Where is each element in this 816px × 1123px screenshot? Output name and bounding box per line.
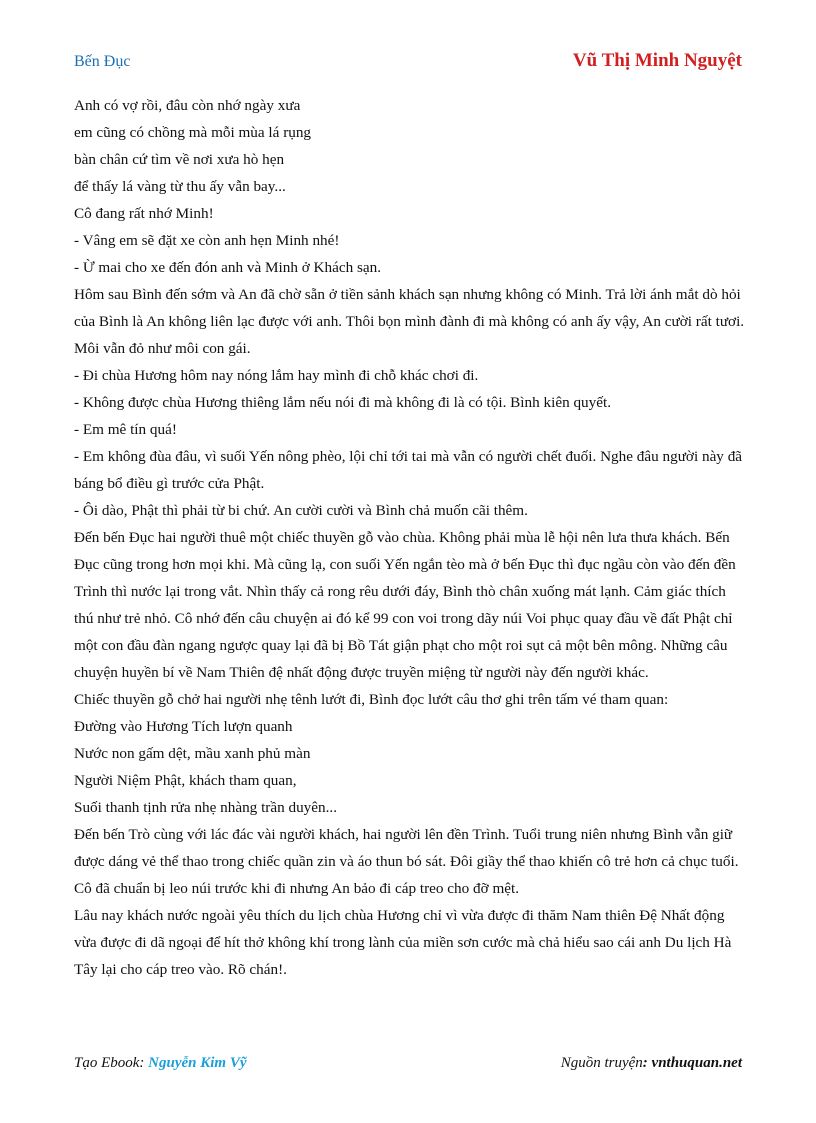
ebook-creator: Nguyễn Kim Vỹ (148, 1055, 247, 1071)
paragraph: - Đi chùa Hương hôm nay nóng lắm hay mình đi chỗ khác chơi đi. (74, 367, 479, 384)
ebook-credit: Tạo Ebook: Nguyễn Kim Vỹ (74, 1055, 247, 1071)
paragraph: - Không được chùa Hương thiêng lắm nếu nói đi mà không đi là có tội. Bình kiên quyết. (74, 394, 611, 411)
paragraph: em cũng có chồng mà mỗi mùa lá rụng (74, 124, 312, 141)
source-site: vnthuquan.net (651, 1055, 742, 1071)
paragraph: - Em không đùa đâu, vì suối Yến nông phèo, lội chỉ tới tai mà vẫn có người chết đuối. Nghe đâu người này đã báng bổ điều gì trước cửa Phật. (74, 448, 743, 492)
page-footer (74, 1055, 742, 1077)
paragraph: Anh có vợ rồi, đâu còn nhớ ngày xưa (74, 97, 301, 114)
paragraph: - Vâng em sẽ đặt xe còn anh hẹn Minh nhé! (74, 232, 340, 249)
poem-line: Người Niệm Phật, khách tham quan, (74, 772, 297, 789)
page-header (74, 50, 742, 76)
paragraph: Đến bến Trò cùng với lác đác vài người khách, hai người lên đền Trình. Tuổi trung niên nhưng Bình vẫn giữ được dáng vẻ thể thao trong chiếc quần zin và áo thun bó sát. Đôi giầy thể thao khiến cô trẻ hơn cả chục tuổi. Cô đã chuẩn bị leo núi trước khi đi nhưng An bảo đi cáp treo cho đỡ mệt. (74, 826, 739, 897)
paragraph: bàn chân cứ tìm về nơi xưa hò hẹn (74, 151, 285, 168)
paragraph: - Ôi dào, Phật thì phải từ bi chứ. An cười cười và Bình chả muốn cãi thêm. (74, 502, 528, 519)
paragraph: - Ừ mai cho xe đến đón anh và Minh ở Khách sạn. (74, 259, 382, 276)
paragraph: Chiếc thuyền gỗ chở hai người nhẹ tênh lướt đi, Bình đọc lướt câu thơ ghi trên tấm vé tham quan: (74, 691, 669, 708)
source-credit: Nguồn truyện: vnthuquan.net (560, 1055, 742, 1071)
ebook-label: Tạo Ebook (74, 1055, 140, 1071)
poem-line: Suối thanh tịnh rửa nhẹ nhàng trần duyên... (74, 799, 337, 816)
paragraph: Cô đang rất nhớ Minh! (74, 205, 214, 222)
paragraph: để thấy lá vàng từ thu ấy vẫn bay... (74, 178, 286, 195)
poem-line: Đường vào Hương Tích lượn quanh (74, 718, 293, 735)
paragraph: Lâu nay khách nước ngoài yêu thích du lịch chùa Hương chỉ vì vừa được đi thăm Nam thiên Đệ Nhất động vừa được đi dã ngoại để hít thở không khí trong lành của miền sơn cước mà chả hiểu sao cái anh Du lịch Hà Tây lại cho cáp treo vào. Rõ chán!. (74, 907, 732, 978)
paragraph: - Em mê tín quá! (74, 421, 177, 438)
paragraph: Hôm sau Bình đến sớm và An đã chờ sẵn ở tiền sảnh khách sạn nhưng không có Minh. Trả lời ánh mắt dò hỏi của Bình là An không liên lạc được với anh. Thôi bọn mình đành đi mà không có anh ấy vậy, An cười rất tươi. Môi vẫn đỏ như môi con gái. (74, 286, 745, 357)
paragraph: Đến bến Đục hai người thuê một chiếc thuyền gỗ vào chùa. Không phải mùa lễ hội nên lưa thưa khách. Bến Đục cũng trong hơn mọi khi. Mà cũng lạ, con suối Yến ngắn tèo mà ở bến Đục thì đục ngầu còn vào đến đền Trình thì nước lại trong vắt. Nhìn thấy cả rong rêu dưới đáy, Bình thò chân xuống mát lạnh. Cảm giác thích thú như trẻ nhỏ. Cô nhớ đến câu chuyện ai đó kể 99 con voi trong dãy núi Voi phục quay đầu về đất Phật chỉ một con đầu đàn ngang ngược quay lại đã bị Bồ Tát giận phạt cho một roi sụt cả một bên mông. Những câu chuyện huyền bí về Nam Thiên đệ nhất động được truyền miệng từ người này đến người khác. (74, 529, 736, 681)
poem-line: Nước non gấm dệt, mầu xanh phủ màn (74, 745, 311, 762)
author-name: Vũ Thị Minh Nguyệt (572, 50, 742, 71)
source-label: Nguồn truyện (560, 1055, 643, 1071)
story-body (74, 92, 748, 983)
chapter-title: Bến Đục (74, 53, 131, 70)
